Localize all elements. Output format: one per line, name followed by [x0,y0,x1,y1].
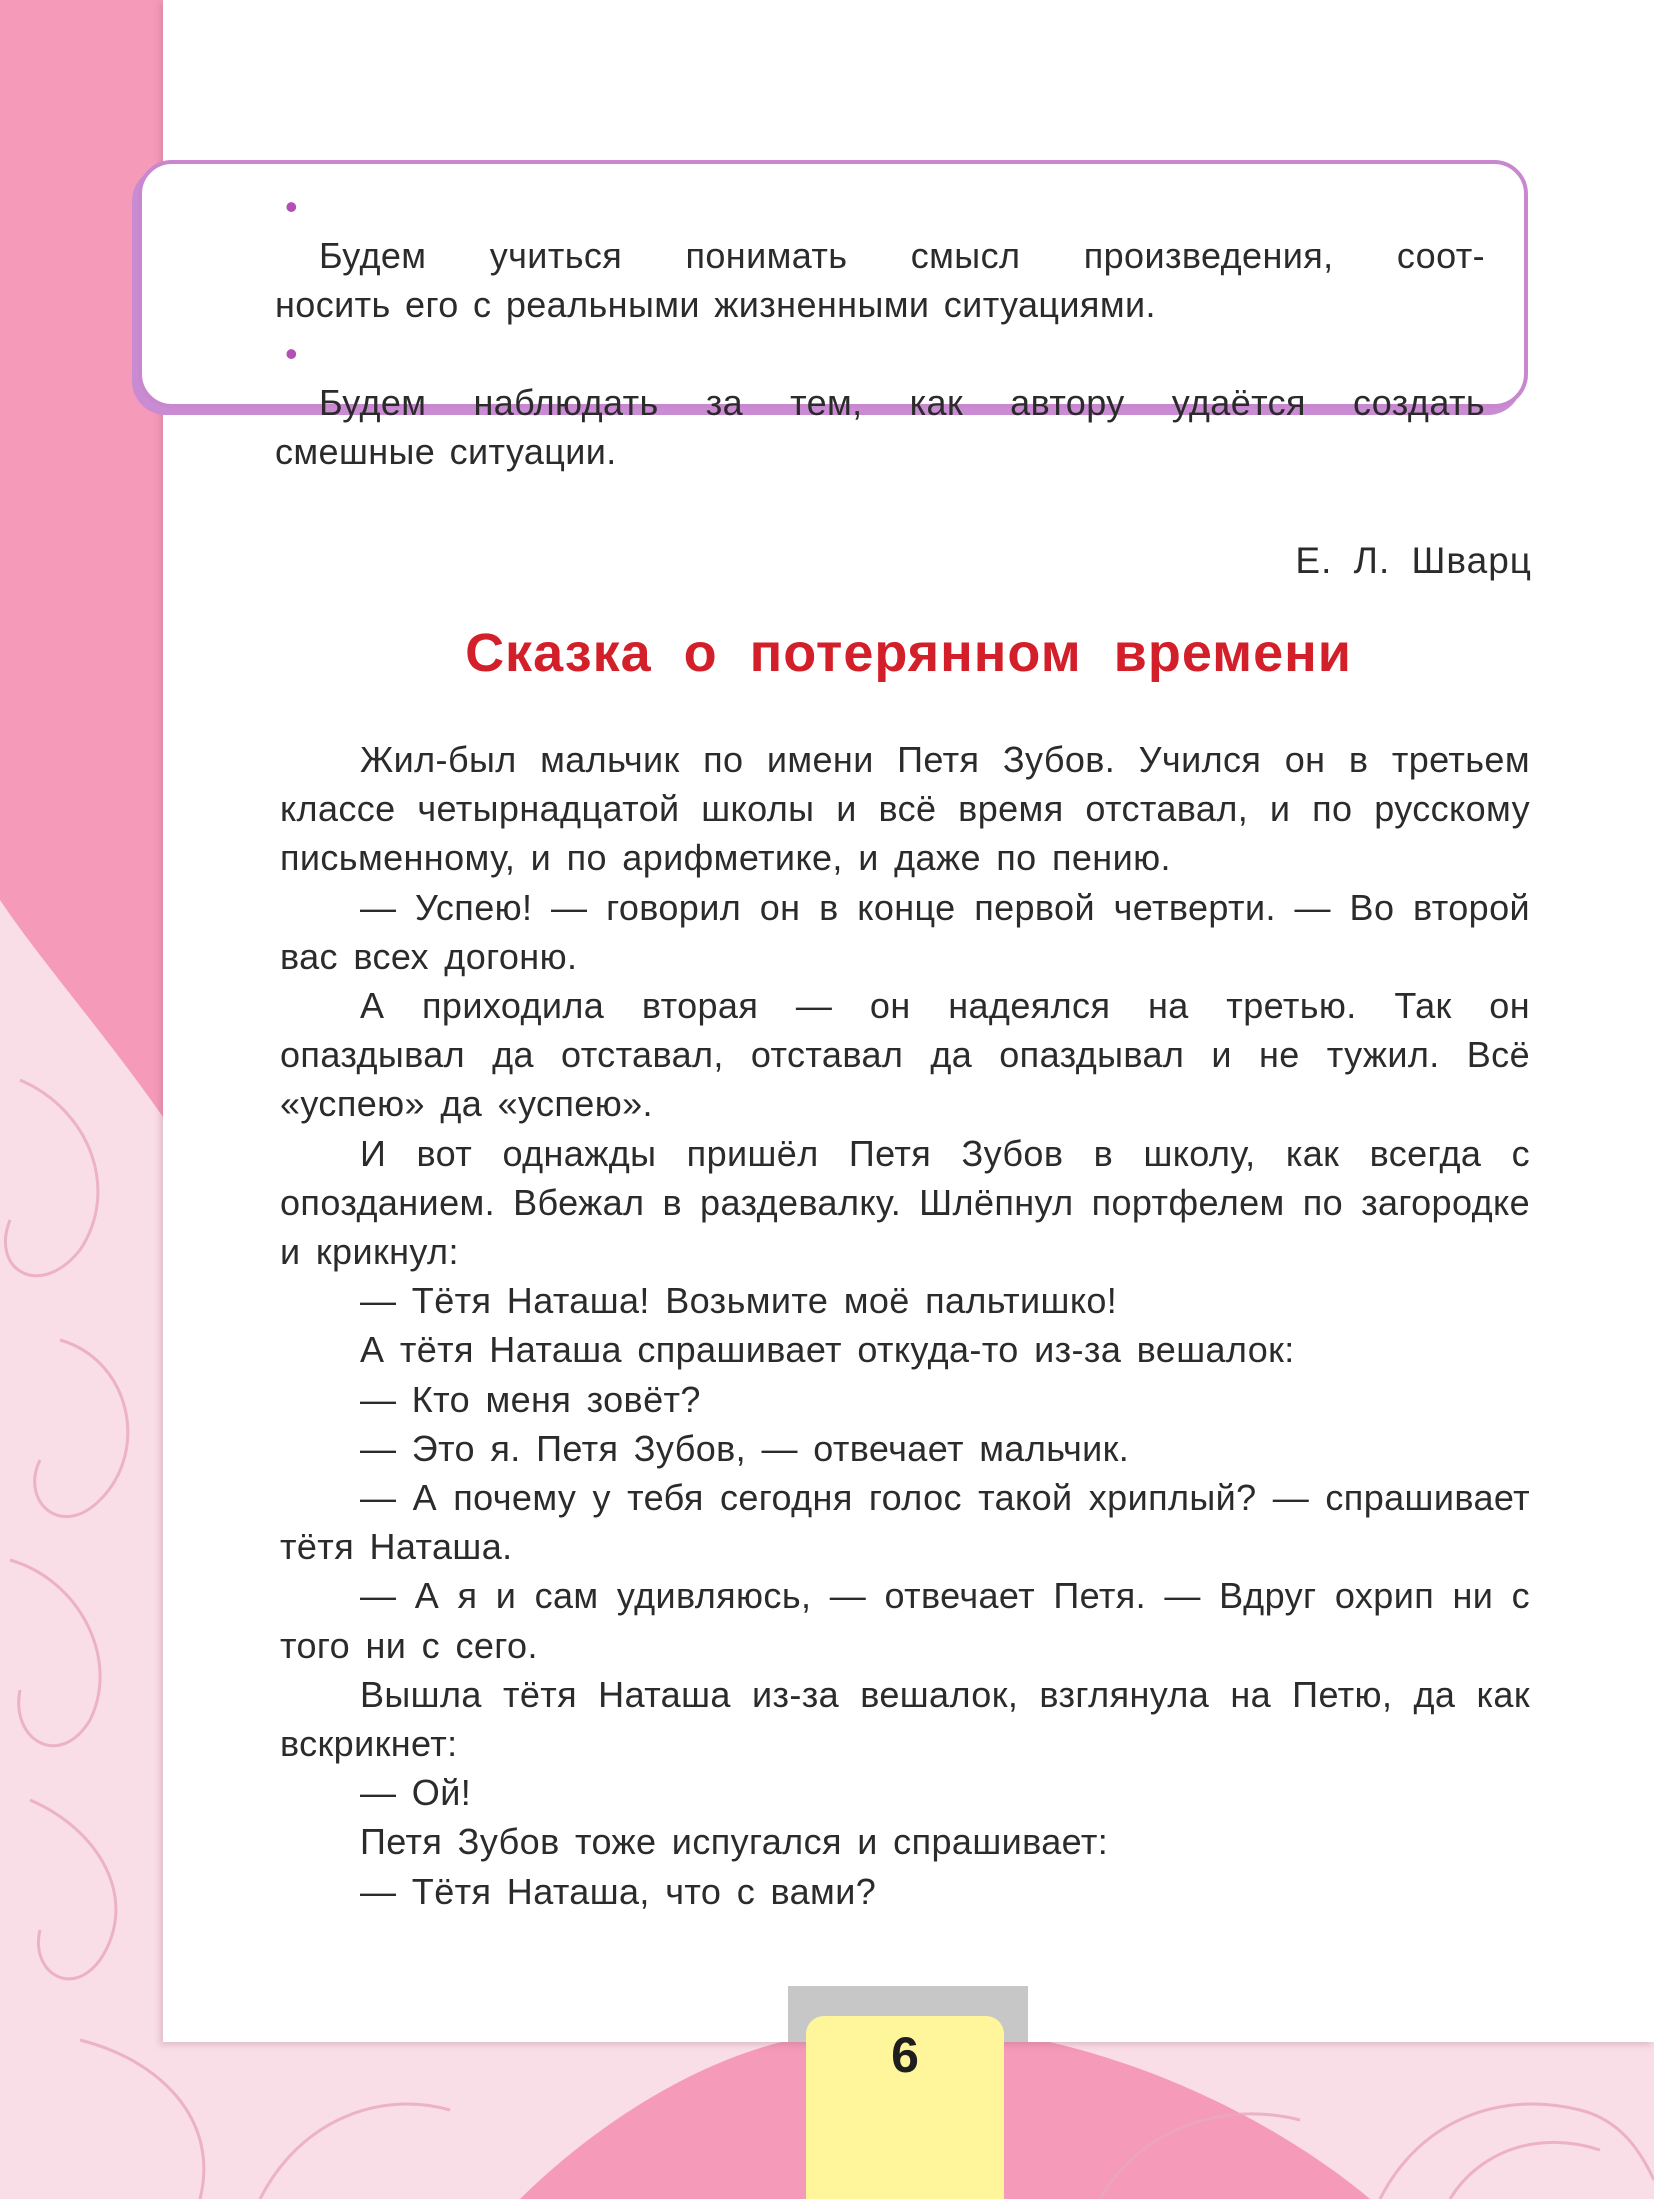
story-paragraph: — Кто меня зовёт? [360,1378,701,1420]
story-paragraph: — Ой! [360,1772,472,1814]
story-paragraph: А тётя Наташа спрашивает откуда-то из-за вешалок: [360,1329,1295,1371]
bullet-icon: • [285,186,299,227]
author-name: Е. Л. Шварц [1295,540,1532,581]
story-paragraph: Жил-был мальчик по имени Петя Зубов. Учился он в третьем классе четырнадцатой школы и всё время отставал, и по русскому письменному, и по арифметике, и даже по пению. [280,739,1530,879]
story-paragraph: Вышла тётя Наташа из-за вешалок, взглянула на Петю, да как вскрикнет: [280,1673,1530,1765]
bullet-icon: • [285,333,299,374]
story-paragraph: — Успею! — говорил он в конце первой четверти. — Во второй вас всех догоню. [280,886,1530,977]
story-paragraph: И вот однажды пришёл Петя Зубов в школу, как всегда с опозданием. Вбежал в раздевалку. Шлёпнул портфелем по загородке и крикнул: [280,1132,1530,1273]
story-paragraph: — А почему у тебя сегодня голос такой хриплый? — спрашивает тётя Наташа. [280,1477,1530,1568]
goal-item: • Будем наблюдать за тем, как автору удаётся создать смешные ситуации. [275,329,1485,476]
story-paragraph: — А я и сам удивляюсь, — отвечает Петя. — Вдруг охрип ни с того ни с сего. [280,1575,1530,1666]
story-paragraph: А приходила вторая — он надеялся на третью. Так он опаздывал да отставал, отставал да опаздывал и не тужил. Всё «успею» да «успею». [280,985,1530,1125]
story-paragraph: — Тётя Наташа! Возьмите моё пальтишко! [360,1280,1118,1322]
goal-item: • Будем учиться понимать смысл произведения, соот- носить его с реальными жизненными ситуациями. [275,182,1485,329]
lesson-goals-text [275,182,1485,476]
story-paragraph: — Это я. Петя Зубов, — отвечает мальчик. [360,1427,1130,1469]
story-title: Сказка о потерянном времени [465,623,1352,683]
story-paragraph: Петя Зубов тоже испугался и спрашивает: [360,1821,1109,1863]
story-paragraph: — Тётя Наташа, что с вами? [360,1870,877,1912]
story-text [280,735,1530,1916]
page-number: 6 [891,2027,919,2083]
